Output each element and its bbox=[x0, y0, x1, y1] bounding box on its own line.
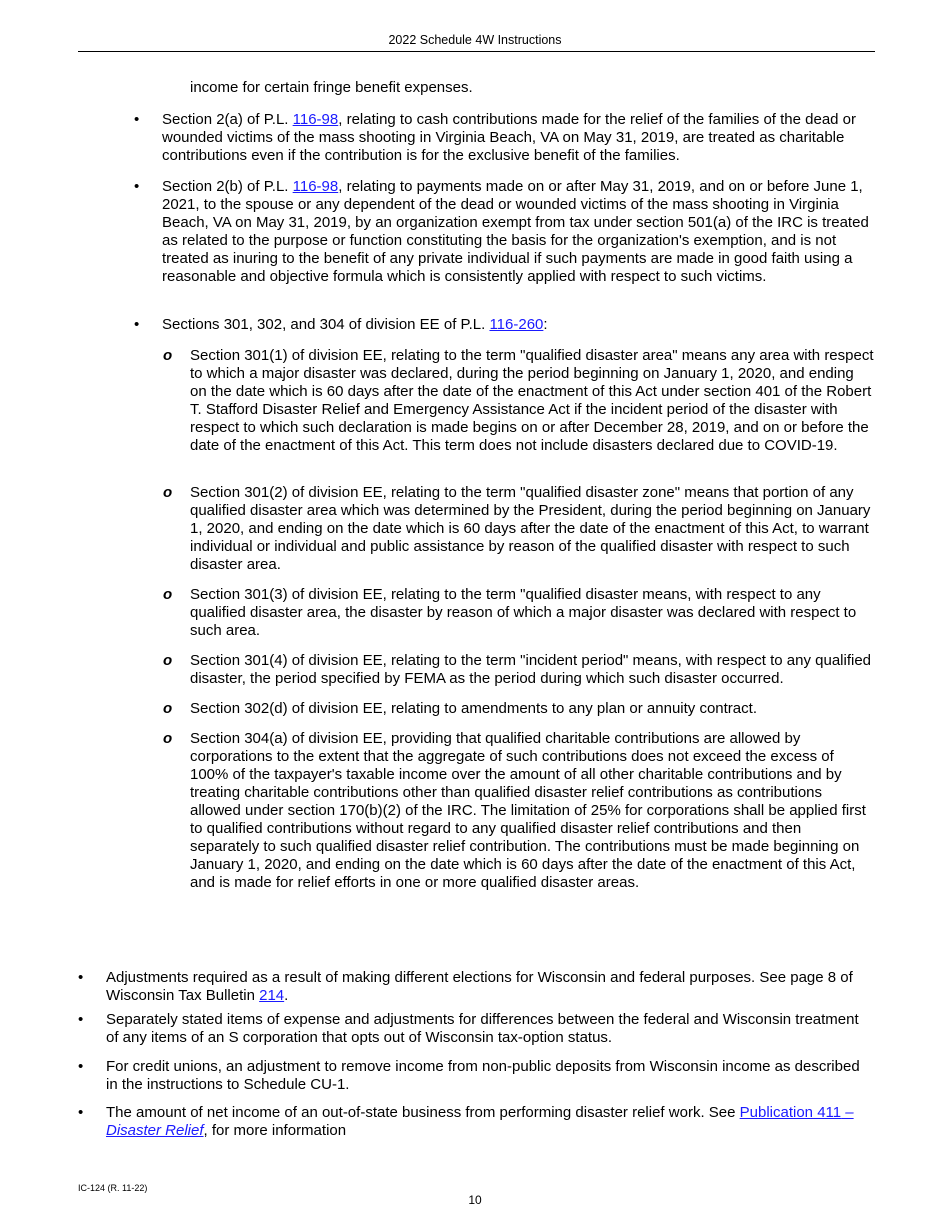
section-301-1-text: Section 301(1) of division EE, relating to the term "qualified disaster area" means any area with respect to which a major disaster was declared, during the period beginning on January 1, 2020, and ending on the date which is 60 days after the date of the enactment of this Act under section 401 of the Robert T. Stafford Disaster Relief and Emergency Assistance Act if the incident period of the disaster with respect to which such declaration is made begins on or after December 28, 2019, and on or before the date of the enactment of this Act. This term does not include disasters declared due to COVID-19. bbox=[190, 347, 874, 454]
sections-intro-after: : bbox=[543, 316, 548, 333]
pl-116-98-link[interactable]: 116-98 bbox=[292, 111, 339, 128]
pl-116-260-link[interactable]: 116-260 bbox=[489, 316, 544, 333]
bullet-icon: • bbox=[134, 316, 140, 333]
publication-411-link[interactable]: Publication 411 bbox=[739, 1104, 842, 1121]
credit-unions-text: For credit unions, an adjustment to remove income from non-public deposits from Wisconsin income as described in the instructions to Schedule CU-1. bbox=[106, 1058, 860, 1093]
header-rule bbox=[78, 51, 875, 52]
bullet-icon: • bbox=[134, 111, 140, 128]
bullet-icon: • bbox=[78, 1058, 84, 1075]
s-corporation-text: Separately stated items of expense and adjustments for differences between the federal and Wisconsin treatment of any items of an S corporation that opts out of Wisconsin tax-option status. bbox=[106, 1011, 859, 1046]
form-id: IC-124 (R. 11-22) bbox=[78, 1183, 148, 1193]
disaster-relief-link[interactable]: – Disaster Relief bbox=[106, 1104, 854, 1139]
section-301-2-text: Section 301(2) of division EE, relating to the term "qualified disaster zone" means that portion of any qualified disaster area which was determined by the President, during the period beginning on January 1, 2020, and ending on the date which is 60 days after the date of the enactment of this Act, to warrant individual or individual and public assistance by reason of the qualified disaster with respect to such disaster area. bbox=[190, 484, 871, 573]
sub-bullet-icon: o bbox=[163, 347, 173, 364]
sub-bullet-icon: o bbox=[163, 484, 173, 501]
adjustments-before: Adjustments required as a result of making different elections for Wisconsin and federal purposes. See page 8 of Wisconsin Tax Bulletin bbox=[106, 969, 853, 1004]
page-header-title: 2022 Schedule 4W Instructions bbox=[388, 33, 562, 47]
adjustments-text bbox=[106, 969, 874, 1005]
bullet-icon: • bbox=[78, 969, 84, 986]
section-301-3-text: Section 301(3) of division EE, relating to the term "qualified disaster means, with respect to any qualified disaster area, the disaster by reason of which a major disaster was declared with respect to such area. bbox=[190, 586, 857, 639]
disaster-relief-after: , for more information bbox=[203, 1122, 347, 1139]
sections-301-304-intro bbox=[162, 316, 874, 334]
section-304a-text: Section 304(a) of division EE, providing that qualified charitable contributions are allowed by corporations to the extent that the aggregate of such contributions does not exceed the excess of 100% of the taxpayer's taxable income over the amount of all other charitable contributions and by treating charitable contributions other than qualified disaster relief contributions as contributions allowed under section 170(b)(2) of the IRC. The limitation of 25% for corporations shall be applied first to qualified contributions without regard to any qualified disaster relief contributions and then separately to such qualified disaster relief contribution. The contributions must be made beginning on January 1, 2020, and ending on the date which is 60 days after the date of the enactment of this Act, and is made for relief efforts in one or more qualified disaster areas. bbox=[190, 730, 866, 891]
sub-bullet-icon: o bbox=[163, 652, 173, 669]
section-2a-text bbox=[162, 111, 874, 165]
disaster-relief-text bbox=[106, 1104, 874, 1140]
bullet-icon: • bbox=[134, 178, 140, 195]
pl-116-98-link[interactable]: 116-98 bbox=[292, 178, 339, 195]
section-2b-after: , relating to payments made on or after May 31, 2019, and on or before June 1, 2021, to the spouse or any dependent of the dead or wounded victims of the mass shooting in Virginia Beach, VA on May 31, 2019, by an organization exempt from tax under section 501(a) of the IRC is treated as related to the purpose or function constituting the basis for the organization's exemption, and is not treated as inuring to the benefit of any private individual if such payments are made in good faith using a reasonable and objective formula which is consistently applied with respect to such victims. bbox=[162, 178, 869, 285]
sections-intro-before: Sections 301, 302, and 304 of division EE of P.L. bbox=[162, 316, 490, 333]
tax-bulletin-214-link[interactable]: 214 bbox=[259, 987, 285, 1004]
sub-bullet-icon: o bbox=[163, 730, 173, 747]
section-2a-after: , relating to cash contributions made for the relief of the families of the dead or wounded victims of the mass shooting in Virginia Beach, VA on May 31, 2019, are treated as charitable contributions even if the contribution is for the exclusive benefit of the families. bbox=[162, 111, 857, 164]
intro-line: income for certain fringe benefit expenses. bbox=[190, 79, 473, 96]
sub-bullet-icon: o bbox=[163, 700, 173, 717]
section-2a-before: Section 2(a) of P.L. bbox=[162, 111, 293, 128]
section-2b-text bbox=[162, 178, 874, 286]
bullet-icon: • bbox=[78, 1011, 84, 1028]
bullet-icon: • bbox=[78, 1104, 84, 1121]
section-302d-text: Section 302(d) of division EE, relating to amendments to any plan or annuity contract. bbox=[190, 700, 757, 717]
section-301-4-text: Section 301(4) of division EE, relating to the term "incident period" means, with respect to any qualified disaster, the period specified by FEMA as the period during which such disaster occurred. bbox=[190, 652, 872, 687]
sub-bullet-icon: o bbox=[163, 586, 173, 603]
page-number: 10 bbox=[468, 1193, 482, 1207]
disaster-relief-before: The amount of net income of an out-of-state business from performing disaster relief work. See bbox=[106, 1104, 740, 1121]
adjustments-after: . bbox=[284, 987, 289, 1004]
section-2b-before: Section 2(b) of P.L. bbox=[162, 178, 293, 195]
